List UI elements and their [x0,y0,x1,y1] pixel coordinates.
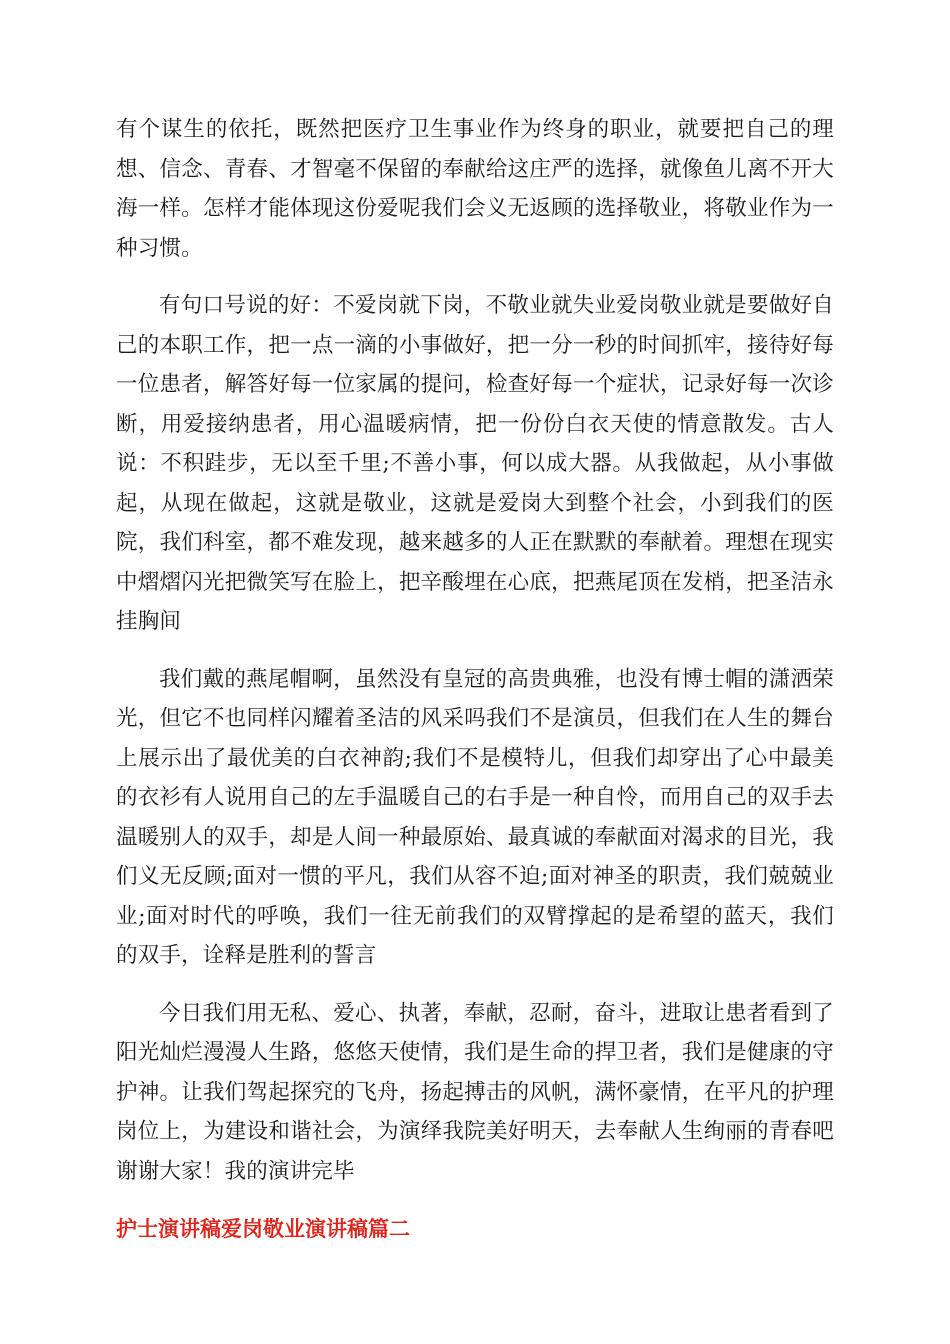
document-page [116,110,834,1245]
paragraph-nurse-cap: 我们戴的燕尾帽啊，虽然没有皇冠的高贵典雅，也没有博士帽的潇洒荣光，但它不也同样闪耀着圣洁的风采吗我们不是演员，但我们在人生的舞台上展示出了最优美的白衣神韵;我们不是模特儿，但我们却穿出了心中最美的衣衫有人说用自己的左手温暖自己的右手是一种自怜，而用自己的双手去温暖别人的双手，却是人间一种最原始、最真诚的奉献面对渴求的目光，我们义无反顾;面对一惯的平凡，我们从容不迫;面对神圣的职责，我们兢兢业业;面对时代的呼唤，我们一往无前我们的双臂撑起的是希望的蓝天，我们的双手，诠释是胜利的誓言 [116,666,834,968]
section-heading: 护士演讲稿爱岗敬业演讲稿篇二 [116,1217,410,1241]
paragraph-continuation: 有个谋生的依托，既然把医疗卫生事业作为终身的职业，就要把自己的理想、信念、青春、才智毫不保留的奉献给这庄严的选择，就像鱼儿离不开大海一样。怎样才能体现这份爱呢我们会义无返顾的选择敬业，将敬业作为一种习惯。 [116,117,834,261]
paragraph-slogan: 有句口号说的好：不爱岗就下岗，不敬业就失业爱岗敬业就是要做好自己的本职工作，把一点一滴的小事做好，把一分一秒的时间抓牢，接待好每一位患者，解答好每一位家属的提问，检查好每一个症状，记录好每一次诊断，用爱接纳患者，用心温暖病情，把一份份白衣天使的情意散发。古人说：不积跬步，无以至千里;不善小事，何以成大器。从我做起，从小事做起，从现在做起，这就是敬业，这就是爱岗大到整个社会，小到我们的医院，我们科室，都不难发现，越来越多的人正在默默的奉献着。理想在现实中熠熠闪光把微笑写在脸上，把辛酸埋在心底，把燕尾顶在发梢，把圣洁永挂胸间 [116,293,834,634]
paragraph-closing: 今日我们用无私、爱心、执著，奉献，忍耐，奋斗，进取让患者看到了阳光灿烂漫漫人生路，悠悠天使情，我们是生命的捍卫者，我们是健康的守护神。让我们驾起探究的飞舟，扬起搏击的风帆，满怀豪情，在平凡的护理岗位上，为建设和谐社会，为演绎我院美好明天，去奉献人生绚丽的青春吧谢谢大家！我的演讲完毕 [116,1000,834,1184]
